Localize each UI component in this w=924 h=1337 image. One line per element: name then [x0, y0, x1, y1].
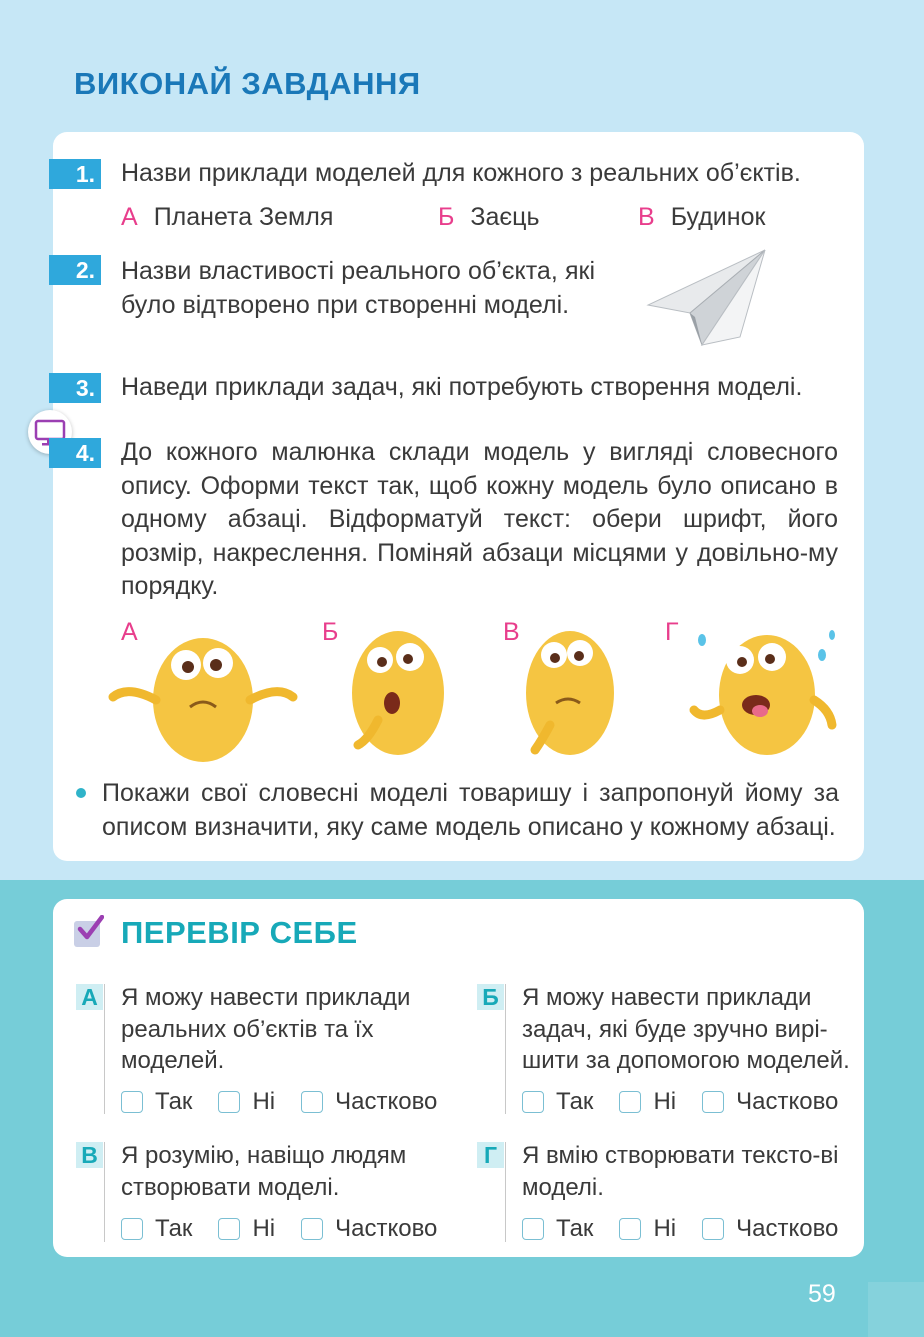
- answer-options-b: [522, 1088, 864, 1116]
- task-number-4: 4.: [49, 438, 101, 468]
- picture-letter-c: В: [503, 618, 520, 646]
- partly-checkbox[interactable]: [301, 1218, 323, 1240]
- partly-checkbox[interactable]: [702, 1091, 724, 1113]
- no-label: Ні: [653, 1215, 677, 1242]
- question-letter-d: Г: [477, 1142, 504, 1168]
- emoji-character-illustration: [108, 615, 298, 765]
- partly-checkbox[interactable]: [301, 1091, 323, 1113]
- no-checkbox[interactable]: [619, 1091, 641, 1113]
- picture-letter-a: А: [121, 618, 138, 646]
- section-title: ВИКОНАЙ ЗАВДАННЯ: [74, 66, 421, 101]
- task-2-text: Назви властивості реального об’єкта, які було відтворено при створенні моделі.: [121, 257, 595, 319]
- task-number-1: 1.: [49, 159, 101, 189]
- emoji-character-illustration: [672, 615, 862, 765]
- self-check-title: ПЕРЕВІР СЕБЕ: [121, 915, 358, 950]
- question-letter-a: А: [76, 984, 103, 1010]
- question-b-text: Я можу навести приклади задач, які буде зручно вирі-шити за допомогою моделей.: [522, 984, 850, 1074]
- no-label: Ні: [653, 1088, 677, 1115]
- question-letter-b: Б: [477, 984, 504, 1010]
- option-letter: Б: [438, 203, 455, 231]
- task-1-text: Назви приклади моделей для кожного з реальних об’єктів.: [121, 159, 801, 187]
- option-text: Заєць: [470, 203, 540, 231]
- divider: [505, 984, 506, 1114]
- bullet-text: Покажи свої словесні моделі товаришу і запропонуй йому за описом визначити, яку саме модель описано у кожному абзаці.: [102, 779, 839, 841]
- question-d-text: Я вмію створювати тексто-ві моделі.: [522, 1142, 839, 1201]
- task-3-text: Наведи приклади задач, які потребують створення моделі.: [121, 373, 803, 401]
- partly-label: Частково: [335, 1088, 438, 1115]
- option-text: Будинок: [670, 203, 766, 231]
- bullet-icon: [76, 788, 86, 798]
- answer-options-d: [522, 1215, 864, 1243]
- no-label: Ні: [252, 1088, 276, 1115]
- yes-checkbox[interactable]: [522, 1091, 544, 1113]
- page-number: 59: [808, 1280, 836, 1308]
- self-check-card: [53, 899, 864, 1257]
- partly-label: Частково: [736, 1088, 839, 1115]
- yes-label: Так: [155, 1215, 193, 1242]
- partly-label: Частково: [736, 1215, 839, 1242]
- task-1-option-b: [438, 201, 540, 234]
- no-checkbox[interactable]: [619, 1218, 641, 1240]
- task-4-text: До кожного малюнка склади модель у вигляді словесного опису. Оформи текст так, щоб кожну модель було описано в одному абзаці. Відформатуй текст: обери шрифт, його розмір, накреслення. Поміняй абзаци місцями у довільно-му порядку.: [121, 438, 838, 600]
- answer-options-c: [121, 1215, 463, 1243]
- option-text: Планета Земля: [153, 203, 334, 231]
- no-label: Ні: [252, 1215, 276, 1242]
- no-checkbox[interactable]: [218, 1218, 240, 1240]
- checkmark-icon: [74, 921, 100, 947]
- partly-checkbox[interactable]: [702, 1218, 724, 1240]
- question-a-text: Я можу навести приклади реальних об’єктів та їх моделей.: [121, 984, 411, 1074]
- task-number-3: 3.: [49, 373, 101, 403]
- yes-label: Так: [556, 1088, 594, 1115]
- task-1-option-a: [121, 201, 333, 234]
- question-c-text: Я розумію, навіщо людям створювати моделі.: [121, 1142, 407, 1201]
- task-number-2: 2.: [49, 255, 101, 285]
- task-1-option-c: [638, 201, 765, 234]
- picture-letter-d: Г: [665, 618, 679, 646]
- divider: [104, 984, 105, 1114]
- yes-label: Так: [556, 1215, 594, 1242]
- yes-checkbox[interactable]: [121, 1218, 143, 1240]
- option-letter: А: [121, 203, 138, 231]
- answer-options-a: [121, 1088, 463, 1116]
- page-corner-decoration: [868, 1282, 924, 1337]
- emoji-character-illustration: [500, 615, 690, 765]
- partly-label: Частково: [335, 1215, 438, 1242]
- divider: [505, 1142, 506, 1242]
- option-letter: В: [638, 203, 655, 231]
- yes-label: Так: [155, 1088, 193, 1115]
- picture-letter-b: Б: [322, 618, 339, 646]
- emoji-character-illustration: [318, 615, 508, 765]
- yes-checkbox[interactable]: [522, 1218, 544, 1240]
- no-checkbox[interactable]: [218, 1091, 240, 1113]
- divider: [104, 1142, 105, 1242]
- paper-plane-illustration: [640, 245, 770, 355]
- yes-checkbox[interactable]: [121, 1091, 143, 1113]
- question-letter-c: В: [76, 1142, 103, 1168]
